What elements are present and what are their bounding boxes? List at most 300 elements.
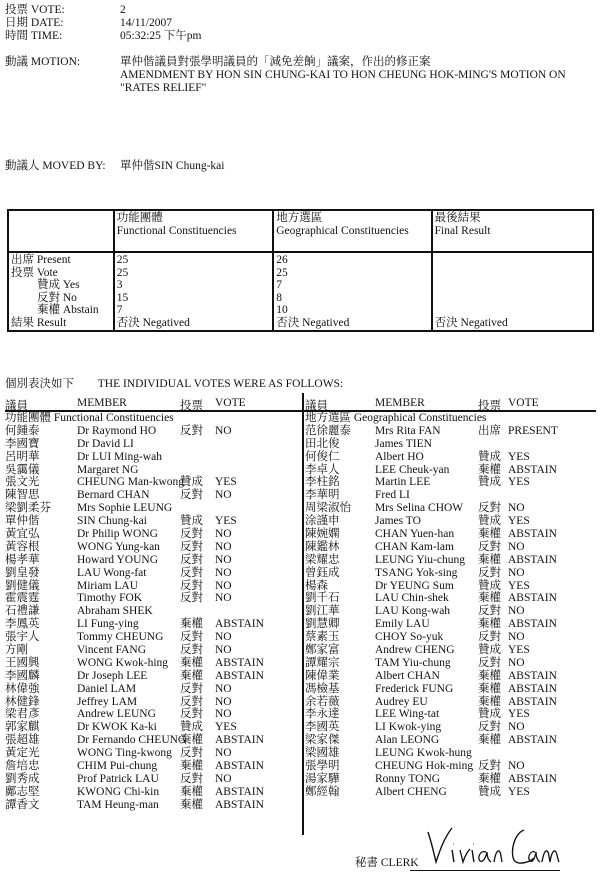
member-name-cn: 周梁淑怡 (305, 502, 351, 515)
vote-en: NO (215, 489, 232, 502)
vote-cn: 棄權 (180, 734, 203, 747)
vote-cn: 棄權 (478, 618, 501, 631)
vote-en: NO (508, 760, 525, 773)
vote-en: ABSTAIN (215, 669, 264, 682)
member-row (303, 773, 596, 786)
member-name-en: TAM Heung-man (77, 798, 159, 811)
member-name-cn: 李國英 (305, 721, 340, 734)
vote-cn: 棄權 (478, 734, 501, 747)
vote-en: NO (215, 682, 232, 695)
member-row (303, 541, 596, 554)
vote-en: NO (215, 566, 232, 579)
member-row (303, 451, 596, 464)
vote-en: YES (508, 579, 530, 592)
vote-cn: 反對 (478, 605, 501, 618)
vote-en: YES (215, 476, 237, 489)
vote-en: ABSTAIN (215, 734, 264, 747)
member-row (5, 489, 302, 502)
member-row (5, 618, 302, 631)
geographical-group-heading: 地方選區 Geographical Constituencies (305, 412, 487, 424)
geographical-yes: 7 (276, 279, 282, 291)
member-name-en: Andrew LEUNG (77, 708, 156, 721)
vote-en: NO (215, 695, 232, 708)
member-row (5, 696, 302, 709)
member-name-en: Margaret NG (77, 463, 139, 476)
member-row (5, 528, 302, 541)
member-name-en: Jeffrey LAM (77, 695, 138, 708)
vote-cn: 棄權 (478, 528, 501, 541)
member-name-en: Dr Joseph LEE (77, 669, 148, 682)
no-label: 反對 No (37, 291, 77, 304)
member-name-cn: 陳鑑林 (305, 540, 340, 553)
member-name-en: TSANG Yok-sing (375, 566, 458, 579)
final-result: 否決 Negatived (434, 316, 508, 329)
vote-cn: 反對 (180, 566, 203, 579)
vote-en: ABSTAIN (508, 553, 557, 566)
vote-en: NO (508, 605, 525, 618)
member-name-cn: 劉秀成 (5, 772, 40, 785)
vote-cn: 反對 (180, 424, 203, 437)
header-member-en: MEMBER (375, 397, 425, 409)
member-name-en: LEUNG Yiu-chung (375, 553, 465, 566)
member-row (303, 502, 596, 515)
vote-cn: 棄權 (180, 785, 203, 798)
vote-cn: 反對 (180, 772, 203, 785)
member-name-en: Frederick FUNG (375, 682, 454, 695)
vote-cn: 反對 (478, 540, 501, 553)
header-member-cn: 議員 (305, 400, 328, 412)
vote-cn: 棄權 (478, 682, 501, 695)
vote-label: 投票 Vote (11, 266, 58, 279)
vote-en: ABSTAIN (508, 682, 557, 695)
header-member-cn: 議員 (5, 400, 28, 412)
member-name-cn: 譚耀宗 (305, 656, 340, 669)
vote-en: ABSTAIN (508, 695, 557, 708)
member-name-en: Bernard CHAN (77, 489, 150, 502)
vote-cn: 棄權 (180, 669, 203, 682)
vote-cn: 反對 (180, 528, 203, 541)
member-row (303, 476, 596, 489)
member-name-cn: 劉健儀 (5, 579, 40, 592)
vote-en: ABSTAIN (215, 656, 264, 669)
member-name-cn: 張學明 (305, 760, 340, 773)
member-row (5, 734, 302, 747)
member-row (303, 580, 596, 593)
summary-table (7, 209, 594, 332)
geographical-result: 否決 Negatived (276, 316, 350, 329)
member-name-cn: 陳智思 (5, 489, 40, 502)
vote-cn: 反對 (180, 540, 203, 553)
time-label: 時間 TIME: (5, 30, 63, 42)
vote-en: NO (215, 528, 232, 541)
vote-en: NO (215, 772, 232, 785)
motion-label: 動議 MOTION: (5, 56, 81, 68)
member-row (303, 721, 596, 734)
member-name-en: Albert HO (375, 450, 424, 463)
member-name-en: KWONG Chi-kin (77, 785, 160, 798)
member-row (5, 670, 302, 683)
date-label: 日期 DATE: (5, 17, 64, 29)
vote-en: ABSTAIN (215, 760, 264, 773)
member-name-en: Dr LUI Ming-wah (77, 450, 162, 463)
member-name-en: LAU Kong-wah (375, 605, 451, 618)
member-name-cn: 梁家傑 (305, 734, 340, 747)
member-name-cn: 楊森 (305, 579, 328, 592)
motion-title-en-line1: AMENDMENT BY HON SIN CHUNG-KAI TO HON CHEUNG HOK-MING'S MOTION ON (120, 69, 566, 81)
functional-votes-list (5, 397, 302, 812)
vote-en: YES (215, 721, 237, 734)
functional-header-cn: 功能團體 (116, 212, 163, 224)
member-name-cn: 劉慧卿 (305, 618, 340, 631)
final-header-en: Final Result (434, 224, 491, 237)
member-name-en: Vincent FANG (77, 644, 147, 657)
vote-cn: 反對 (180, 747, 203, 760)
member-name-cn: 梁君彥 (5, 708, 40, 721)
member-name-cn: 張文光 (5, 476, 40, 489)
member-name-en: CHAN Yuen-han (375, 528, 455, 541)
member-name-en: TAM Yiu-chung (375, 656, 451, 669)
member-name-en: Howard YOUNG (77, 553, 159, 566)
member-name-en: CHAN Kam-lam (375, 540, 454, 553)
member-row (5, 580, 302, 593)
result-label: 結果 Result (11, 316, 67, 329)
member-name-cn: 李柱銘 (305, 476, 340, 489)
vote-cn: 反對 (478, 502, 501, 515)
vote-en: NO (215, 631, 232, 644)
member-name-cn: 黃定光 (5, 747, 40, 760)
functional-abstain: 7 (116, 304, 123, 316)
clerk-signature (422, 822, 562, 868)
vote-en: ABSTAIN (508, 592, 557, 605)
member-name-cn: 陳婉嫻 (305, 528, 340, 541)
vote-cn: 棄權 (180, 798, 203, 811)
member-name-cn: 李華明 (305, 489, 340, 502)
member-name-cn: 林偉強 (5, 682, 40, 695)
geographical-abstain: 10 (276, 304, 288, 316)
list-header-row (303, 397, 596, 412)
member-row (5, 425, 302, 438)
vote-en: NO (215, 540, 232, 553)
member-name-en: Miriam LAU (77, 579, 139, 592)
member-name-en: CHIM Pui-chung (77, 760, 158, 773)
member-name-en: Fred LI (375, 489, 410, 502)
geographical-present: 26 (276, 254, 288, 266)
member-row (5, 451, 302, 464)
vote-en: NO (215, 644, 232, 657)
member-name-cn: 黃容根 (5, 540, 40, 553)
list-header-row (5, 397, 302, 412)
member-row (5, 515, 302, 528)
member-row (5, 708, 302, 721)
geographical-votes-list (303, 397, 596, 799)
summary-header-row (8, 210, 593, 252)
member-name-en: Mrs Selina CHOW (375, 502, 464, 515)
member-name-en: WONG Kwok-hing (77, 656, 169, 669)
member-name-en: Daniel LAM (77, 682, 137, 695)
member-row (303, 760, 596, 773)
member-name-en: Mrs Rita FAN (375, 424, 441, 437)
member-name-en: Albert CHENG (375, 785, 447, 798)
moved-by-label: 動議人 MOVED BY: (5, 160, 106, 172)
member-row (303, 618, 596, 631)
vote-en: YES (508, 644, 530, 657)
member-name-en: CHOY So-yuk (375, 631, 444, 644)
member-row (5, 554, 302, 567)
member-name-en: James TO (375, 515, 421, 528)
vote-cn: 反對 (478, 656, 501, 669)
vote-cn: 棄權 (478, 592, 501, 605)
member-row (5, 644, 302, 657)
member-name-cn: 蔡素玉 (305, 631, 340, 644)
member-name-en: CHEUNG Hok-ming (375, 760, 474, 773)
member-row (5, 786, 302, 799)
final-result-header (432, 210, 593, 252)
member-name-cn: 田北俊 (305, 437, 340, 450)
vote-en: NO (508, 721, 525, 734)
member-row (303, 786, 596, 799)
member-name-en: WONG Yung-kan (77, 540, 160, 553)
vote-cn: 反對 (180, 579, 203, 592)
member-row (5, 438, 302, 451)
member-row (303, 464, 596, 477)
vote-cn: 棄權 (180, 618, 203, 631)
abstain-label: 棄權 Abstain (37, 304, 99, 316)
member-name-en: Prof Patrick LAU (77, 772, 159, 785)
geographical-header-cn: 地方選區 (276, 212, 323, 224)
summary-corner-cell (8, 210, 114, 252)
member-name-cn: 黃宜弘 (5, 528, 40, 541)
member-row (5, 605, 302, 618)
vote-cn: 棄權 (478, 463, 501, 476)
member-name-cn: 李國麟 (5, 669, 40, 682)
member-name-en: LAU Wong-fat (77, 566, 147, 579)
final-header-cn: 最後結果 (434, 212, 481, 224)
member-row (5, 464, 302, 477)
member-row (303, 567, 596, 580)
vote-en: ABSTAIN (508, 669, 557, 682)
member-name-cn: 單仲偕 (5, 515, 40, 528)
member-row (5, 592, 302, 605)
member-row (303, 554, 596, 567)
vote-en: NO (215, 592, 232, 605)
vote-cn: 反對 (180, 695, 203, 708)
member-name-cn: 湯家驊 (305, 772, 340, 785)
geographical-header (273, 210, 431, 252)
header-vote-en: VOTE (215, 397, 246, 409)
vote-cn: 棄權 (478, 772, 501, 785)
member-name-en: LI Kwok-ying (375, 721, 442, 734)
geographical-no: 8 (276, 291, 282, 304)
member-row (303, 438, 596, 451)
member-row (5, 760, 302, 773)
vote-cn: 反對 (478, 566, 501, 579)
member-name-cn: 呂明華 (5, 450, 40, 463)
vote-en: ABSTAIN (215, 785, 264, 798)
member-name-cn: 郭家麒 (5, 721, 40, 734)
member-row (5, 476, 302, 489)
member-name-en: Mrs Sophie LEUNG (77, 502, 173, 515)
member-name-cn: 何俊仁 (305, 450, 340, 463)
member-row (303, 644, 596, 657)
individual-votes-title-cn: 個別表決如下 (5, 378, 74, 390)
member-name-en: Dr Raymond HO (77, 424, 157, 437)
member-name-en: Emily LAU (375, 618, 430, 631)
member-name-en: Albert CHAN (375, 669, 440, 682)
vote-cn: 棄權 (478, 553, 501, 566)
functional-yes: 3 (116, 279, 123, 291)
motion-title-en-line2: "RATES RELIEF" (120, 82, 207, 94)
member-row (303, 631, 596, 644)
vote-en: NO (215, 424, 232, 437)
functional-header-en: Functional Constituencies (116, 224, 237, 237)
functional-group-heading: 功能團體 Functional Constituencies (5, 412, 174, 424)
vote-en: NO (508, 631, 525, 644)
vote-cn: 棄權 (478, 669, 501, 682)
member-name-cn: 劉江華 (305, 605, 340, 618)
member-name-cn: 鄭家富 (305, 644, 340, 657)
vote-en: NO (215, 708, 232, 721)
header-vote-en: VOTE (508, 397, 539, 409)
vote-cn: 反對 (180, 489, 203, 502)
member-name-en: Ronny TONG (375, 772, 441, 785)
member-name-cn: 何鍾泰 (5, 424, 40, 437)
vote-cn: 贊成 (478, 785, 501, 798)
vote-cn: 反對 (180, 644, 203, 657)
member-name-en: Dr KWOK Ka-ki (77, 721, 157, 734)
member-row (303, 425, 596, 438)
member-name-cn: 林健鋒 (5, 695, 40, 708)
member-name-en: Dr Fernando CHEUNG (77, 734, 187, 747)
vote-en: YES (508, 476, 530, 489)
vote-cn: 贊成 (478, 476, 501, 489)
member-row (5, 502, 302, 515)
functional-present: 25 (116, 254, 129, 266)
member-name-en: Audrey EU (375, 695, 428, 708)
member-name-cn: 霍震霆 (5, 592, 40, 605)
vote-cn: 反對 (180, 708, 203, 721)
member-name-en: LAU Chin-shek (375, 592, 449, 605)
vote-en: YES (215, 515, 237, 528)
header-vote-cn: 投票 (478, 400, 501, 412)
member-name-cn: 王國興 (5, 656, 40, 669)
vote-en: ABSTAIN (508, 463, 557, 476)
member-name-en: LEE Cheuk-yan (375, 463, 450, 476)
geographical-vote: 25 (276, 266, 288, 279)
member-name-en: WONG Ting-kwong (77, 747, 172, 760)
member-name-cn: 方剛 (5, 644, 28, 657)
vote-en: ABSTAIN (508, 618, 557, 631)
member-name-en: LEE Wing-tat (375, 708, 440, 721)
member-name-cn: 李永達 (305, 708, 340, 721)
member-name-en: SIN Chung-kai (77, 515, 147, 528)
vote-en: ABSTAIN (508, 734, 557, 747)
vote-cn: 反對 (180, 682, 203, 695)
member-row (303, 592, 596, 605)
vote-en: NO (508, 540, 525, 553)
member-name-cn: 吳靄儀 (5, 463, 40, 476)
header-member-en: MEMBER (77, 397, 127, 409)
member-row (303, 734, 596, 747)
vote-cn: 贊成 (180, 515, 203, 528)
member-row (303, 657, 596, 670)
member-name-cn: 張超雄 (5, 734, 40, 747)
member-row (303, 696, 596, 709)
member-name-en: Andrew CHENG (375, 644, 455, 657)
yes-label: 贊成 Yes (37, 279, 80, 291)
member-name-cn: 涂謹申 (305, 515, 340, 528)
member-name-cn: 陳偉業 (305, 669, 340, 682)
member-row (303, 605, 596, 618)
member-row (303, 489, 596, 502)
vote-cn: 反對 (180, 631, 203, 644)
member-row (5, 567, 302, 580)
member-row (5, 773, 302, 786)
vote-en: NO (215, 747, 232, 760)
vote-en: NO (215, 579, 232, 592)
motion-title-cn: 單仲偕議員對張學明議員的「減免差餉」議案，作出的修正案 (120, 56, 431, 68)
individual-votes-title-en: THE INDIVIDUAL VOTES WERE AS FOLLOWS: (97, 378, 344, 390)
vote-en: PRESENT (508, 424, 558, 437)
vote-en: YES (508, 708, 530, 721)
member-row (5, 747, 302, 760)
member-name-cn: 詹培忠 (5, 760, 40, 773)
member-row (5, 683, 302, 696)
vote-en: NO (508, 656, 525, 669)
vote-en: ABSTAIN (508, 528, 557, 541)
functional-vote: 25 (116, 266, 129, 279)
member-name-en: Martin LEE (375, 476, 431, 489)
member-name-en: Timothy FOK (77, 592, 143, 605)
vote-number-value: 2 (120, 4, 126, 16)
vote-cn: 反對 (478, 721, 501, 734)
member-row (5, 541, 302, 554)
vote-cn: 反對 (478, 631, 501, 644)
vote-en: NO (508, 566, 525, 579)
vote-cn: 棄權 (180, 656, 203, 669)
member-name-en: LI Fung-ying (77, 618, 139, 631)
member-name-en: Dr YEUNG Sum (375, 579, 454, 592)
vote-cn: 贊成 (478, 708, 501, 721)
member-name-en: Abraham SHEK (77, 605, 153, 618)
member-row (5, 631, 302, 644)
geographical-values-cell (273, 252, 431, 331)
vote-cn: 贊成 (478, 579, 501, 592)
member-name-cn: 曾鈺成 (305, 566, 340, 579)
date-value: 14/11/2007 (120, 17, 172, 29)
member-name-cn: 梁劉柔芬 (5, 502, 51, 515)
vote-en: ABSTAIN (215, 618, 264, 631)
functional-no: 15 (116, 291, 129, 304)
member-name-cn: 余若薇 (305, 695, 340, 708)
member-name-cn: 譚香文 (5, 798, 40, 811)
vote-cn: 棄權 (478, 695, 501, 708)
vote-en: ABSTAIN (508, 772, 557, 785)
member-row (303, 683, 596, 696)
summary-body-row (8, 252, 593, 331)
vote-en: ABSTAIN (215, 798, 264, 811)
vote-cn: 出席 (478, 424, 501, 437)
vote-en: NO (215, 553, 232, 566)
member-name-cn: 馮檢基 (305, 682, 340, 695)
member-row (303, 670, 596, 683)
geographical-header-en: Geographical Constituencies (276, 224, 409, 237)
vote-en: NO (508, 502, 525, 515)
member-row (303, 528, 596, 541)
member-row (5, 721, 302, 734)
member-name-en: Tommy CHEUNG (77, 631, 164, 644)
member-name-cn: 李國寶 (5, 437, 40, 450)
vote-en: YES (508, 515, 530, 528)
